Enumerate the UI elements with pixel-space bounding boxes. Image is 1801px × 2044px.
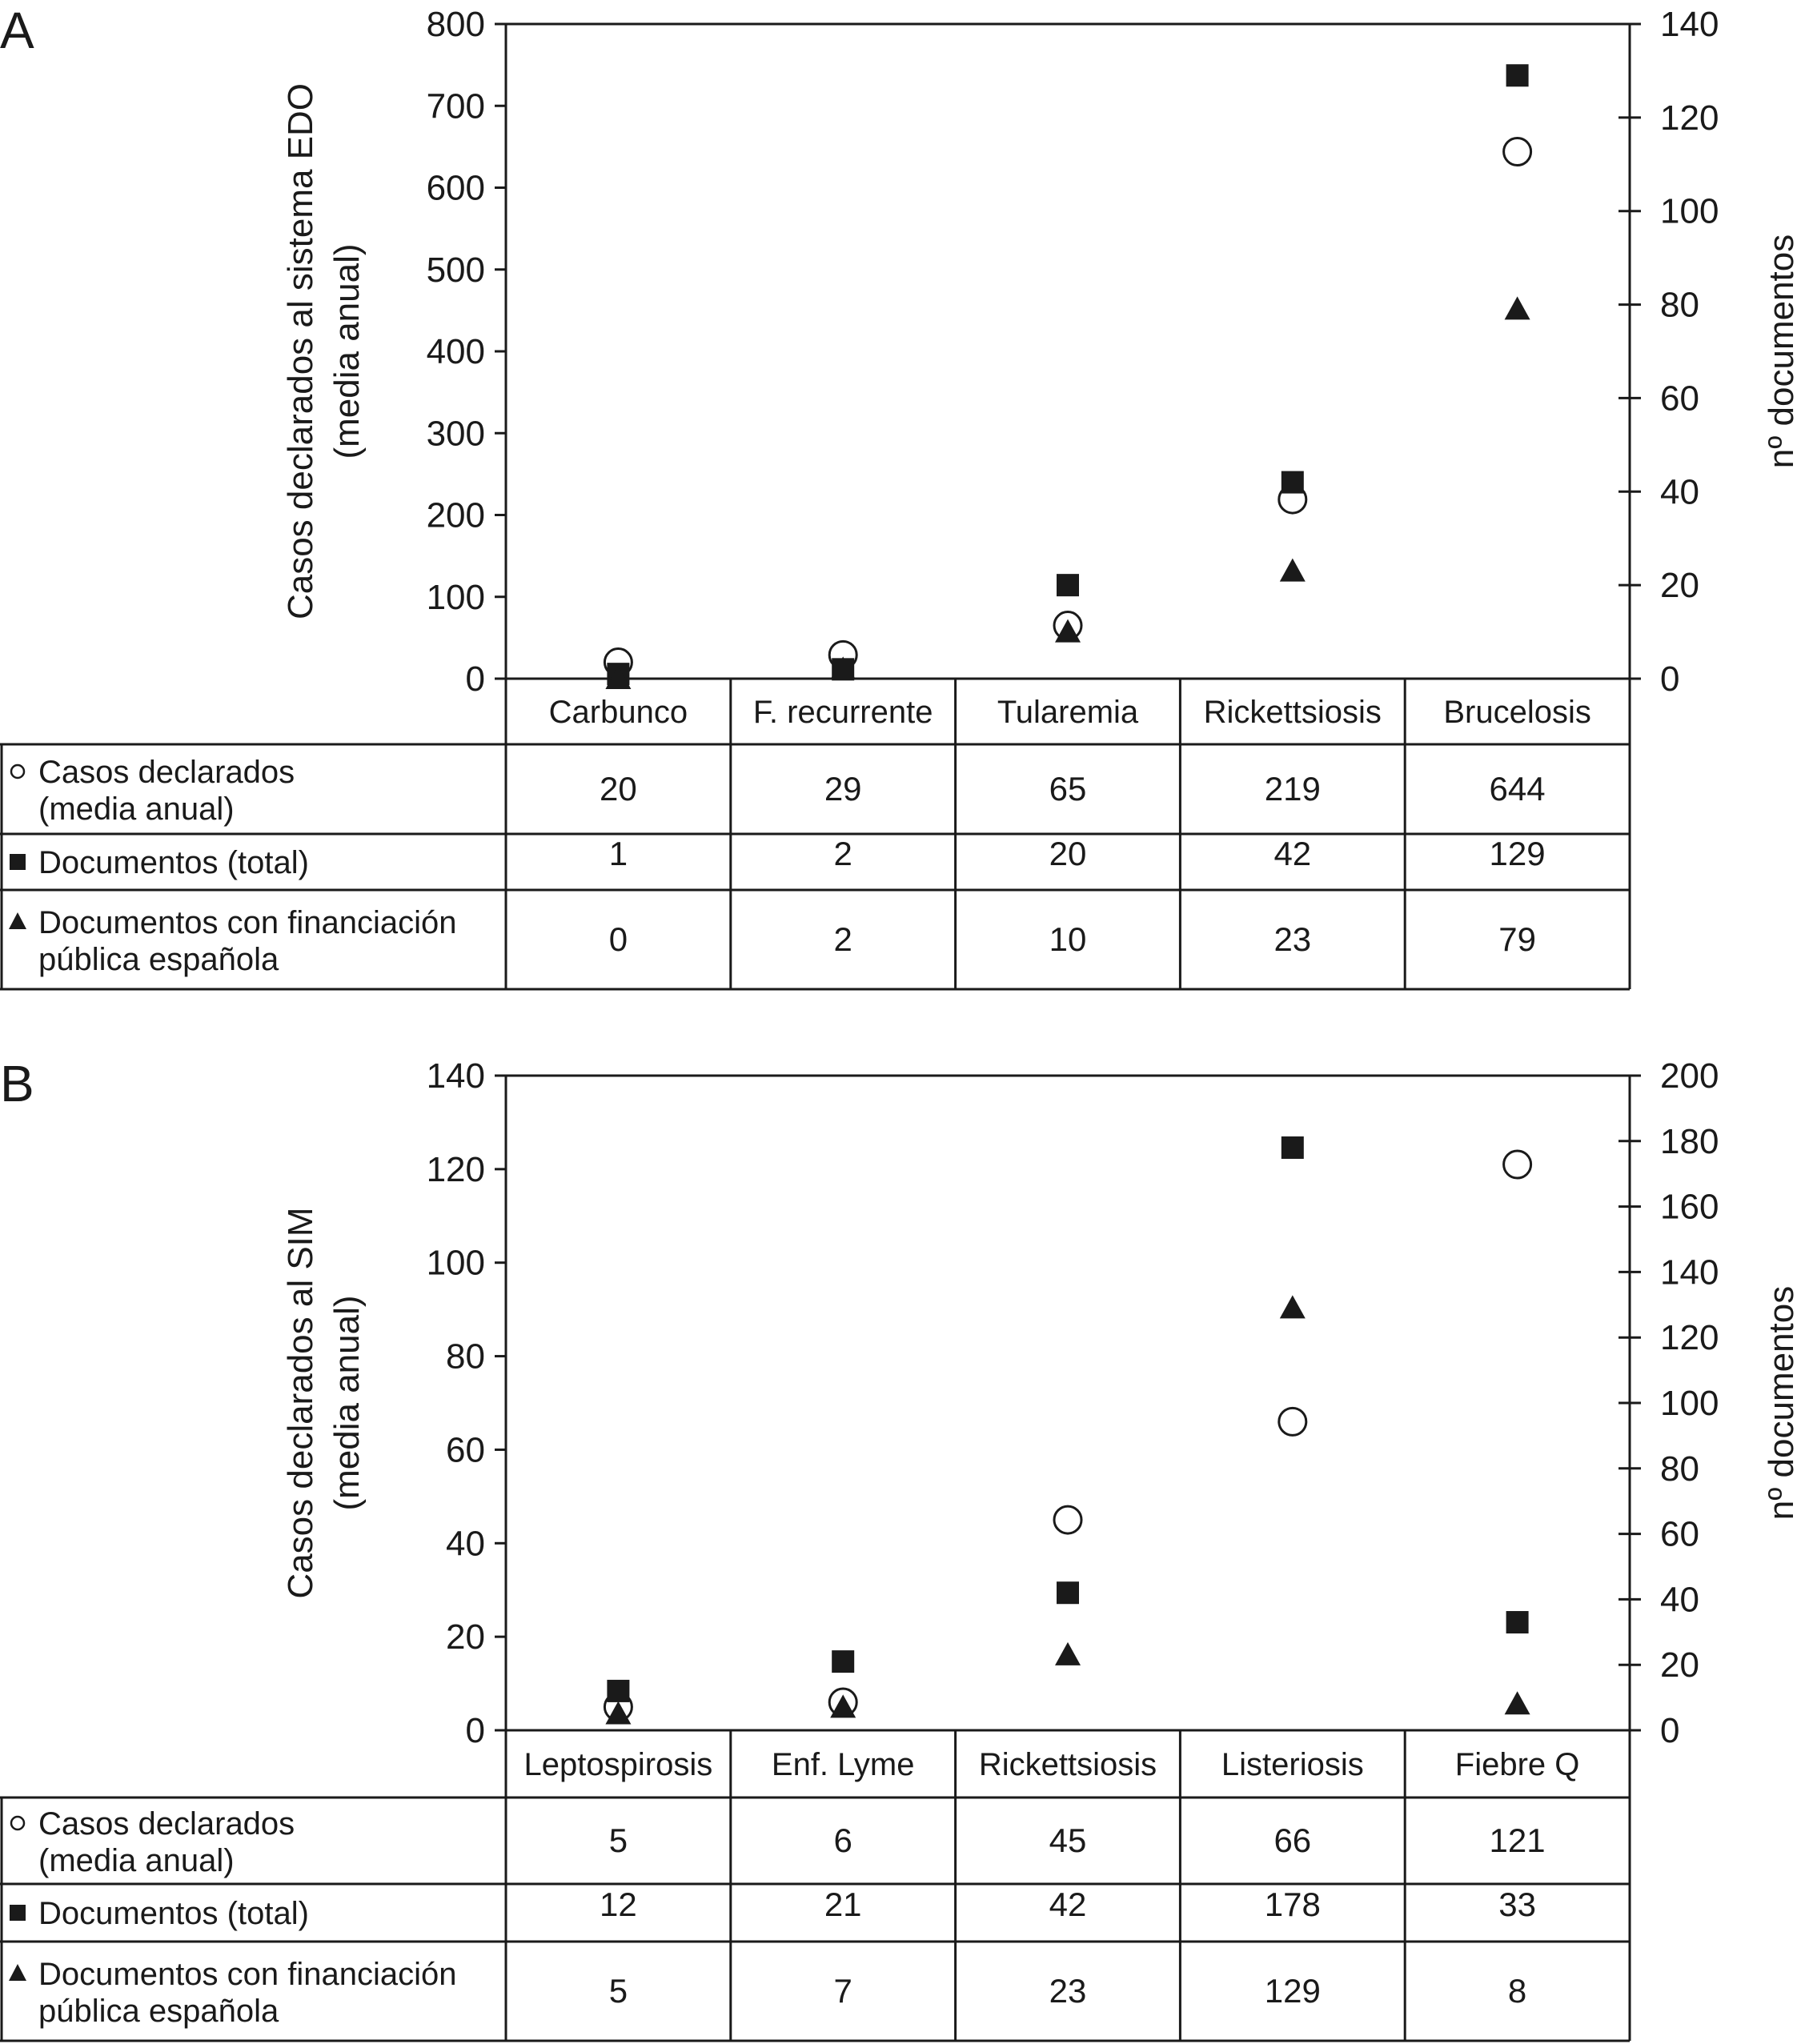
table-cell-value: 8 xyxy=(1507,1972,1527,2010)
y2-tick-label: 20 xyxy=(1660,1645,1699,1685)
point-financiacion xyxy=(1505,296,1530,319)
plot-frame xyxy=(506,1076,1630,1730)
category-label: Brucelosis xyxy=(1443,695,1591,730)
y2-tick-label: 180 xyxy=(1660,1121,1719,1161)
y-tick-label: 200 xyxy=(426,495,485,535)
table-cell-value: 5 xyxy=(608,1972,628,2010)
category-label: Leptospirosis xyxy=(523,1747,713,1782)
point-casos xyxy=(1054,1506,1081,1533)
row-label: (media anual) xyxy=(38,792,235,827)
y-tick-label: 140 xyxy=(426,1056,485,1096)
point-documentos xyxy=(1057,574,1079,596)
table-cell-value: 42 xyxy=(1274,835,1312,872)
y-tick-label: 60 xyxy=(446,1430,485,1470)
row-label: pública española xyxy=(38,942,279,977)
chart-panel-a xyxy=(0,2,1801,989)
point-documentos xyxy=(1282,471,1304,494)
point-financiacion xyxy=(1280,559,1306,582)
table-cell-value: 121 xyxy=(1489,1822,1546,1859)
y-tick-label: 120 xyxy=(426,1149,485,1189)
category-label: Enf. Lyme xyxy=(771,1747,915,1782)
table-cell-value: 178 xyxy=(1264,1886,1321,1923)
y-tick-label: 80 xyxy=(446,1337,485,1377)
y2-tick-label: 200 xyxy=(1660,1056,1719,1096)
point-documentos xyxy=(1506,1611,1529,1633)
y-tick-label: 700 xyxy=(426,86,485,126)
table-cell-value: 129 xyxy=(1264,1972,1321,2010)
category-label: Carbunco xyxy=(548,695,688,730)
row-label: pública española xyxy=(38,1994,279,2029)
table-cell-value: 0 xyxy=(608,920,628,958)
row-label: (media anual) xyxy=(38,1843,235,1878)
y2-tick-label: 40 xyxy=(1660,472,1699,512)
y-axis-subtitle: (media anual) xyxy=(327,1295,367,1511)
table-cell-value: 7 xyxy=(833,1972,852,2010)
y-tick-label: 0 xyxy=(465,659,485,699)
category-label: Fiebre Q xyxy=(1454,1747,1580,1782)
y-axis-title: Casos declarados al sistema EDO xyxy=(281,82,320,620)
y-tick-label: 600 xyxy=(426,168,485,208)
y2-tick-label: 120 xyxy=(1660,1318,1719,1358)
legend-triangle-icon xyxy=(9,912,26,929)
point-documentos xyxy=(1282,1136,1304,1159)
table-cell-value: 219 xyxy=(1264,770,1321,808)
table-cell-value: 5 xyxy=(608,1822,628,1859)
table-cell-value: 10 xyxy=(1049,920,1087,958)
table-cell-value: 45 xyxy=(1049,1822,1087,1859)
point-financiacion xyxy=(1055,1642,1081,1665)
y2-tick-label: 160 xyxy=(1660,1187,1719,1227)
y2-axis-title: nº documentos xyxy=(1762,1285,1801,1521)
y-tick-label: 100 xyxy=(426,577,485,617)
point-financiacion xyxy=(1505,1691,1530,1714)
y2-tick-label: 0 xyxy=(1660,659,1680,699)
point-casos xyxy=(1504,1151,1531,1178)
table-cell-value: 644 xyxy=(1489,770,1546,808)
y2-tick-label: 120 xyxy=(1660,98,1719,138)
panel-letter: A xyxy=(0,2,34,59)
y2-tick-label: 0 xyxy=(1660,1711,1680,1750)
y-axis-title: Casos declarados al SIM xyxy=(281,1207,320,1599)
row-label: Documentos (total) xyxy=(38,845,309,880)
y2-tick-label: 100 xyxy=(1660,1384,1719,1423)
category-label: Listeriosis xyxy=(1221,1747,1364,1782)
y-axis-subtitle: (media anual) xyxy=(327,243,367,459)
category-label: F. recurrente xyxy=(752,695,933,730)
table-cell-value: 12 xyxy=(600,1886,637,1923)
category-label: Rickettsiosis xyxy=(1203,695,1382,730)
category-label: Tularemia xyxy=(997,695,1139,730)
table-cell-value: 20 xyxy=(600,770,637,808)
y2-tick-label: 80 xyxy=(1660,1449,1699,1489)
point-documentos xyxy=(1506,64,1529,86)
y2-tick-label: 60 xyxy=(1660,379,1699,419)
row-label: Casos declarados xyxy=(38,755,295,790)
legend-square-icon xyxy=(10,854,26,870)
table-cell-value: 23 xyxy=(1049,1972,1087,2010)
table-cell-value: 21 xyxy=(824,1886,862,1923)
table-cell-value: 29 xyxy=(824,770,862,808)
point-casos xyxy=(1504,138,1531,166)
table-cell-value: 66 xyxy=(1274,1822,1312,1859)
table-cell-value: 1 xyxy=(608,835,628,872)
y-tick-label: 400 xyxy=(426,332,485,371)
y2-tick-label: 20 xyxy=(1660,566,1699,606)
legend-circle-icon xyxy=(11,1817,24,1830)
y2-tick-label: 100 xyxy=(1660,191,1719,231)
y-tick-label: 20 xyxy=(446,1617,485,1657)
row-label: Documentos (total) xyxy=(38,1896,309,1931)
table-cell-value: 33 xyxy=(1498,1886,1536,1923)
row-label: Documentos con financiación xyxy=(38,905,457,940)
y2-tick-label: 40 xyxy=(1660,1580,1699,1620)
row-label: Casos declarados xyxy=(38,1806,295,1842)
row-label: Documentos con financiación xyxy=(38,1957,457,1992)
table-cell-value: 42 xyxy=(1049,1886,1087,1923)
legend-circle-icon xyxy=(11,765,24,778)
y-tick-label: 0 xyxy=(465,1711,485,1750)
y-tick-label: 300 xyxy=(426,414,485,454)
point-financiacion xyxy=(1280,1295,1306,1318)
table-cell-value: 65 xyxy=(1049,770,1087,808)
table-cell-value: 79 xyxy=(1498,920,1536,958)
y2-tick-label: 60 xyxy=(1660,1514,1699,1554)
y2-axis-title: nº documentos xyxy=(1762,234,1801,469)
point-documentos xyxy=(1057,1581,1079,1604)
y-tick-label: 800 xyxy=(426,5,485,44)
point-casos xyxy=(1279,1408,1306,1435)
y-tick-label: 500 xyxy=(426,250,485,290)
table-cell-value: 20 xyxy=(1049,835,1087,872)
category-label: Rickettsiosis xyxy=(978,1747,1157,1782)
y-tick-label: 100 xyxy=(426,1243,485,1283)
table-cell-value: 2 xyxy=(833,920,852,958)
y2-tick-label: 140 xyxy=(1660,1252,1719,1293)
table-cell-value: 23 xyxy=(1274,920,1312,958)
y-tick-label: 40 xyxy=(446,1524,485,1564)
chart-panel-b xyxy=(0,1055,1801,2041)
point-documentos xyxy=(832,1650,854,1673)
legend-square-icon xyxy=(10,1905,26,1921)
table-cell-value: 2 xyxy=(833,835,852,872)
y2-tick-label: 140 xyxy=(1660,5,1719,44)
legend-triangle-icon xyxy=(9,1964,26,1981)
table-cell-value: 129 xyxy=(1489,835,1546,872)
point-documentos xyxy=(607,1680,629,1702)
table-cell-value: 6 xyxy=(833,1822,852,1859)
panel-letter: B xyxy=(0,1055,34,1112)
y2-tick-label: 80 xyxy=(1660,285,1699,325)
